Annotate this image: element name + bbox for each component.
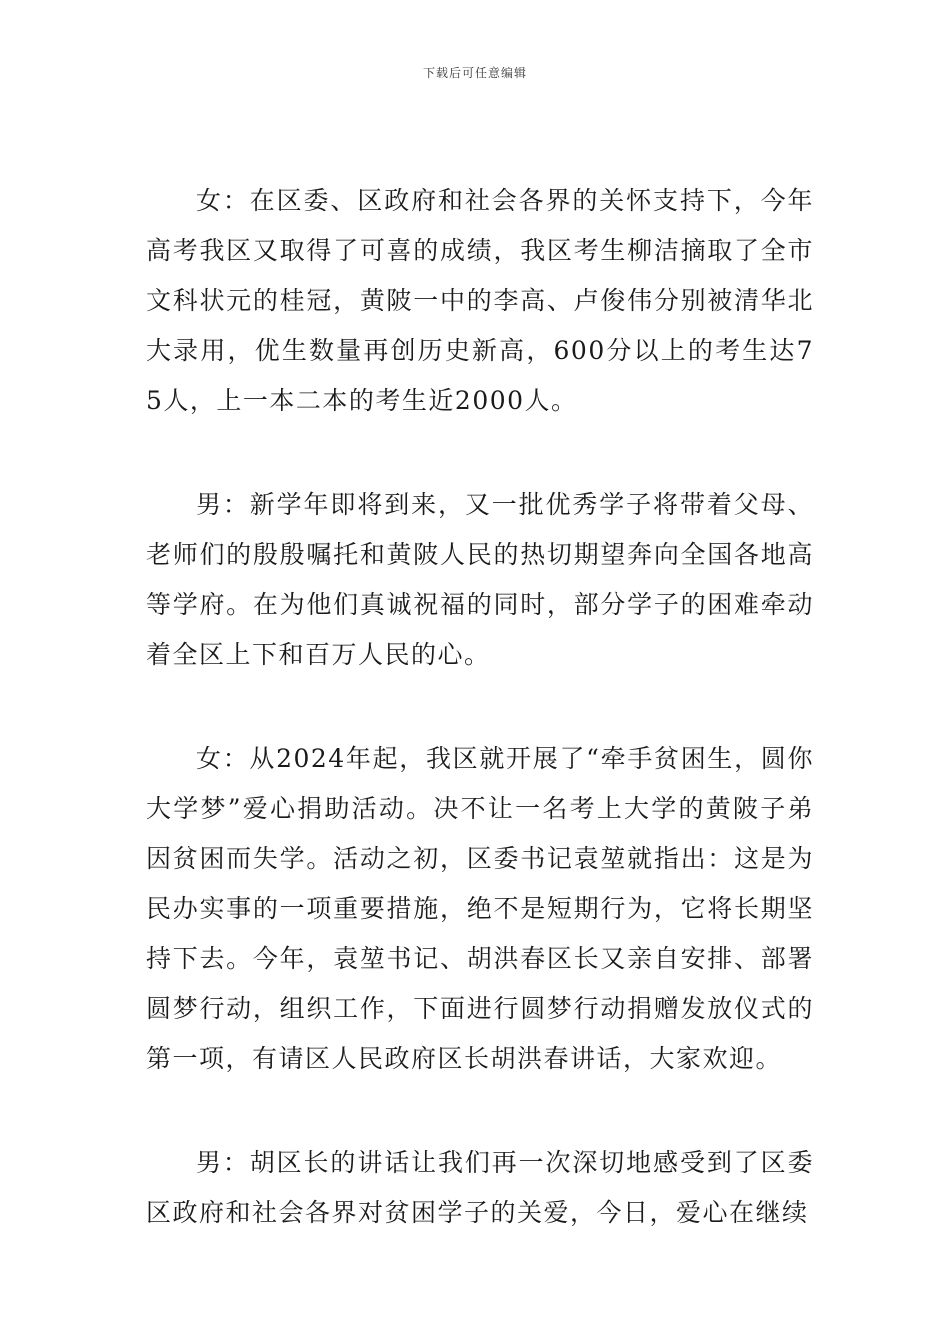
paragraph-female-1: 女：在区委、区政府和社会各界的关怀支持下，今年高考我区又取得了可喜的成绩，我区考生柳洁摘取了全市文科状元的桂冠，黄陂一中的李高、卢俊伟分别被清华北大录用，优生数量再创历史新高，600分以上的考生达75人，上一本二本的考生近2000人。 bbox=[146, 186, 814, 415]
paragraph-male-2: 男：胡区长的讲话让我们再一次深切地感受到了区委区政府和社会各界对贫困学子的关爱，今日，爱心在继续 bbox=[146, 1148, 814, 1227]
document-body bbox=[146, 176, 814, 1292]
header-note: 下载后可任意编辑 bbox=[422, 66, 527, 80]
paragraph-male-1: 男：新学年即将到来，又一批优秀学子将带着父母、老师们的殷殷嘱托和黄陂人民的热切期望奔向全国各地高等学府。在为他们真诚祝福的同时，部分学子的困难牵动着全区上下和百万人民的心。 bbox=[146, 490, 814, 669]
paragraph-female-2: 女：从2024年起，我区就开展了“牵手贫困生，圆你大学梦”爱心捐助活动。决不让一名考上大学的黄陂子弟因贫困而失学。活动之初，区委书记袁堃就指出：这是为民办实事的一项重要措施，绝不是短期行为，它将长期坚持下去。今年，袁堃书记、胡洪春区长又亲自安排、部署圆梦行动，组织工作，下面进行圆梦行动捐赠发放仪式的第一项，有请区人民政府区长胡洪春讲话，大家欢迎。 bbox=[146, 744, 814, 1073]
